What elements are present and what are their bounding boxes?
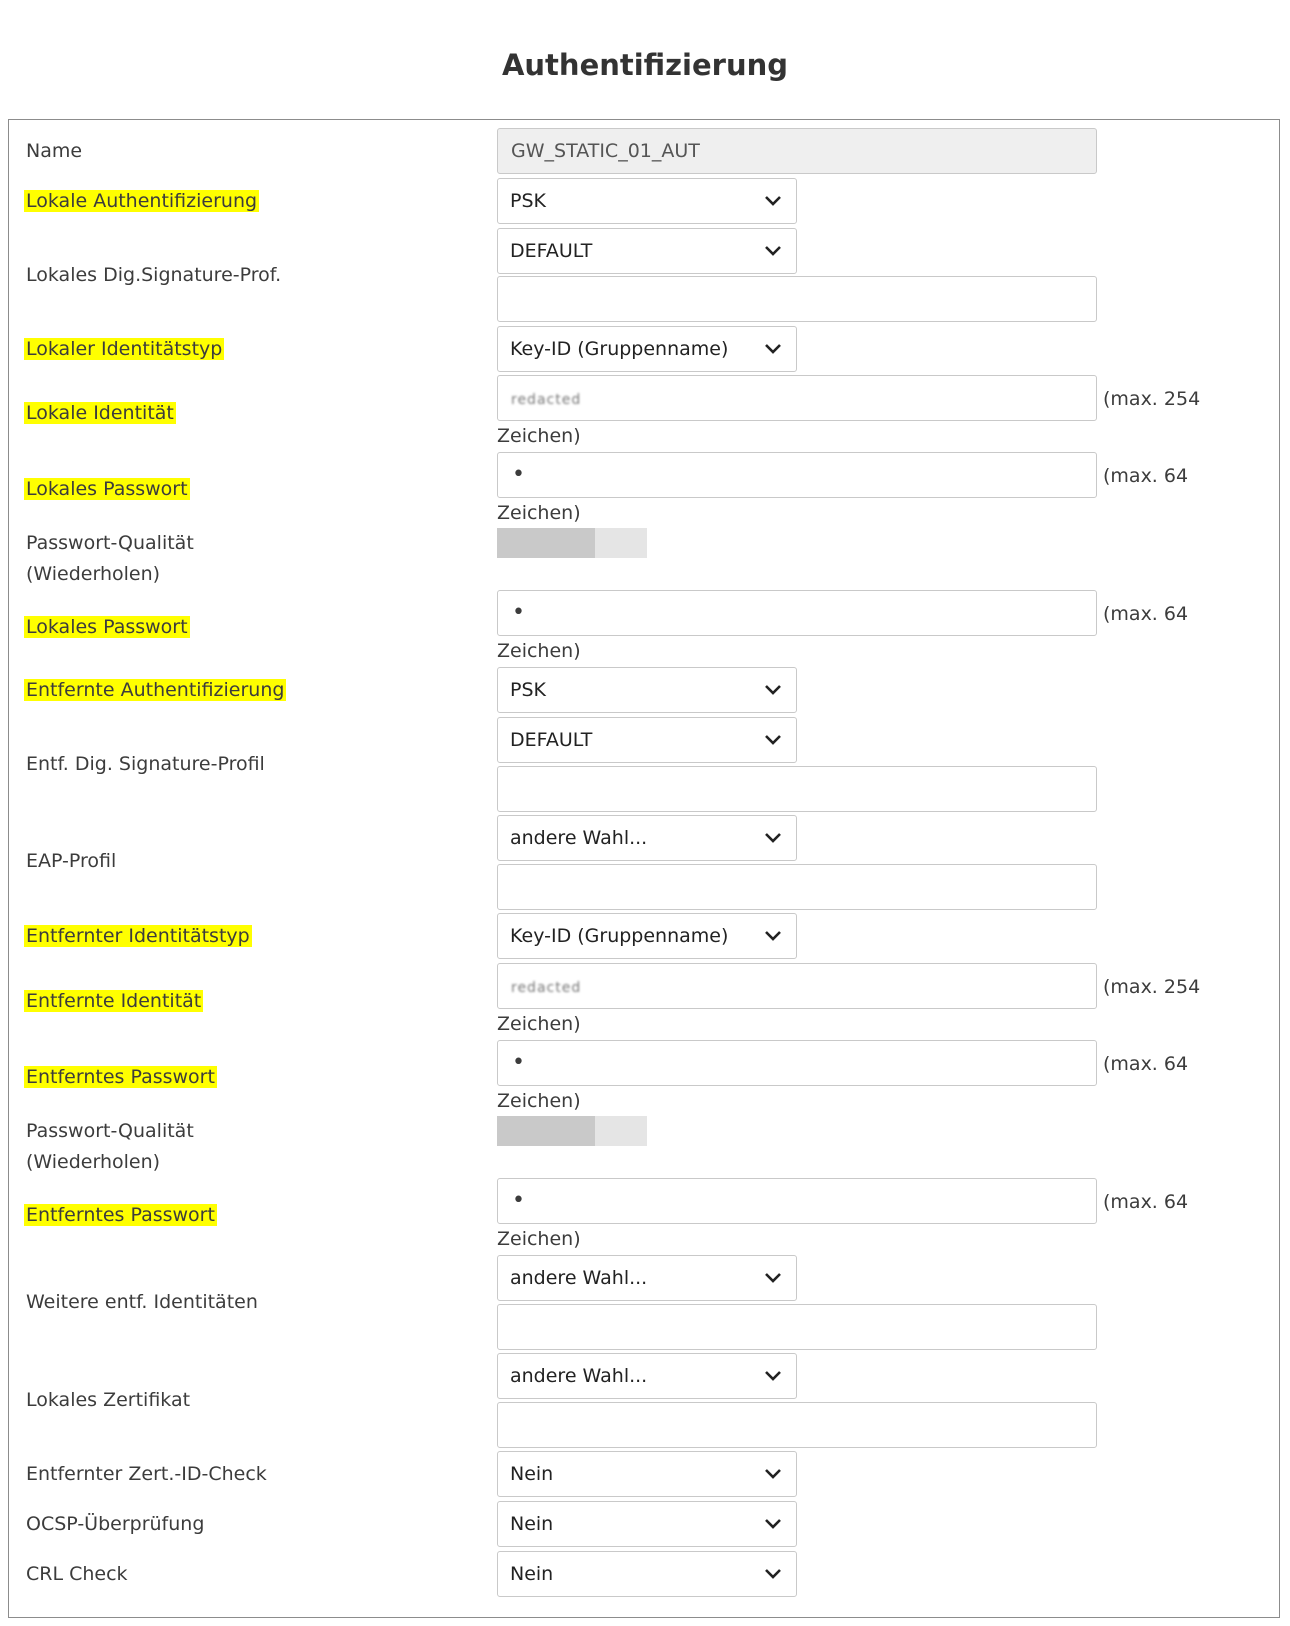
max-hint: (max. 64 [1103, 603, 1189, 625]
weitere-ids-select[interactable] [497, 1255, 797, 1301]
max-hint-unit: Zeichen) [497, 640, 581, 662]
entfernte-identitaet-input[interactable] [497, 963, 1097, 1009]
select-value: Key-ID (Gruppenname) [510, 925, 729, 947]
highlighted-label: Lokaler Identitätstyp [26, 338, 223, 360]
chevron-down-icon [764, 832, 782, 844]
chevron-down-icon [764, 245, 782, 257]
max-hint: (max. 64 [1103, 1053, 1189, 1075]
redacted-value: redacted [511, 980, 582, 996]
select-value: andere Wahl... [510, 1267, 648, 1289]
lokales-zert-label: Lokales Zertifikat [26, 1389, 191, 1411]
zert-id-check-label: Entfernter Zert.-ID-Check [26, 1463, 267, 1485]
ocsp-label: OCSP-Überprüfung [26, 1513, 205, 1535]
lokale-auth-label [26, 186, 259, 217]
lokales-dig-sig-label: Lokales Dig.Signature-Prof. [26, 264, 282, 286]
highlighted-label: Entfernter Identitätstyp [26, 925, 250, 947]
chevron-down-icon [764, 195, 782, 207]
password-quality-fill [497, 528, 595, 558]
lokales-dig-sig-input[interactable] [497, 276, 1097, 322]
max-hint-unit: Zeichen) [497, 502, 581, 524]
password-quality-bar [497, 1116, 647, 1146]
max-hint: (max. 64 [1103, 465, 1189, 487]
redacted-value: redacted [511, 392, 582, 408]
eap-profil-select[interactable] [497, 815, 797, 861]
passwort-qualitaet-label: Passwort-Qualität [26, 532, 194, 554]
chevron-down-icon [764, 1568, 782, 1580]
lokales-passwort-input[interactable]: • [497, 452, 1097, 498]
lokale-identitaet-label [26, 398, 176, 429]
chevron-down-icon [764, 343, 782, 355]
weitere-ids-label: Weitere entf. Identitäten [26, 1291, 258, 1313]
chevron-down-icon [764, 1272, 782, 1284]
entferntes-passwort-repeat-label [26, 1200, 217, 1231]
crl-select[interactable] [497, 1551, 797, 1597]
entf-dig-sig-input[interactable] [497, 766, 1097, 812]
max-hint-unit: Zeichen) [497, 1013, 581, 1035]
lokales-passwort-label [26, 474, 190, 505]
passwort-wiederholen-label: (Wiederholen) [26, 563, 161, 585]
entferntes-passwort-input[interactable]: • [497, 1040, 1097, 1086]
lokaler-id-typ-label [26, 334, 224, 365]
entferntes-passwort-repeat-input[interactable]: • [497, 1178, 1097, 1224]
select-value: andere Wahl... [510, 1365, 648, 1387]
max-hint-unit: Zeichen) [497, 425, 581, 447]
entf-id-typ-select[interactable] [497, 913, 797, 959]
zert-id-check-select[interactable] [497, 1451, 797, 1497]
highlighted-label: Lokale Authentifizierung [26, 190, 258, 212]
chevron-down-icon [764, 1518, 782, 1530]
name-field[interactable]: GW_STATIC_01_AUT [497, 128, 1097, 174]
passwort-wiederholen-label: (Wiederholen) [26, 1151, 161, 1173]
lokales-dig-sig-select[interactable] [497, 228, 797, 274]
select-value: Nein [510, 1563, 554, 1585]
entfernte-auth-select[interactable] [497, 667, 797, 713]
select-value: andere Wahl... [510, 827, 648, 849]
chevron-down-icon [764, 734, 782, 746]
crl-label: CRL Check [26, 1563, 128, 1585]
passwort-qualitaet-label: Passwort-Qualität [26, 1120, 194, 1142]
lokale-auth-select[interactable] [497, 178, 797, 224]
max-hint-unit: Zeichen) [497, 1090, 581, 1112]
highlighted-label: Entfernte Authentifizierung [26, 679, 285, 701]
chevron-down-icon [764, 684, 782, 696]
highlighted-label: Lokales Passwort [26, 478, 188, 500]
eap-profil-label: EAP-Profil [26, 850, 117, 872]
highlighted-label: Entferntes Passwort [26, 1204, 215, 1226]
entf-dig-sig-label: Entf. Dig. Signature-Profil [26, 753, 265, 775]
lokales-passwort-repeat-input[interactable]: • [497, 590, 1097, 636]
entf-dig-sig-select[interactable] [497, 717, 797, 763]
eap-profil-input[interactable] [497, 864, 1097, 910]
chevron-down-icon [764, 1370, 782, 1382]
password-quality-bar [497, 528, 647, 558]
lokales-passwort-repeat-label [26, 612, 190, 643]
highlighted-label: Entfernte Identität [26, 990, 202, 1012]
entfernte-auth-label [26, 675, 286, 706]
max-hint: (max. 254 [1103, 976, 1201, 998]
highlighted-label: Lokales Passwort [26, 616, 188, 638]
lokaler-id-typ-select[interactable] [497, 326, 797, 372]
chevron-down-icon [764, 1468, 782, 1480]
select-value: Nein [510, 1463, 554, 1485]
max-hint-unit: Zeichen) [497, 1228, 581, 1250]
lokale-identitaet-input[interactable] [497, 375, 1097, 421]
entfernte-identitaet-label [26, 986, 203, 1017]
entferntes-passwort-label [26, 1062, 217, 1093]
chevron-down-icon [764, 930, 782, 942]
lokales-zert-input[interactable] [497, 1402, 1097, 1448]
highlighted-label: Entferntes Passwort [26, 1066, 215, 1088]
max-hint: (max. 64 [1103, 1191, 1189, 1213]
name-label: Name [26, 140, 83, 162]
highlighted-label: Lokale Identität [26, 402, 174, 424]
ocsp-select[interactable] [497, 1501, 797, 1547]
select-value: Nein [510, 1513, 554, 1535]
page-title: Authentifizierung [501, 48, 789, 82]
lokales-zert-select[interactable] [497, 1353, 797, 1399]
entf-id-typ-label [26, 921, 252, 952]
weitere-ids-input[interactable] [497, 1304, 1097, 1350]
select-value: Key-ID (Gruppenname) [510, 338, 729, 360]
select-value: DEFAULT [510, 729, 593, 751]
select-value: PSK [510, 679, 546, 701]
select-value: DEFAULT [510, 240, 593, 262]
max-hint: (max. 254 [1103, 388, 1201, 410]
select-value: PSK [510, 190, 546, 212]
password-quality-fill [497, 1116, 595, 1146]
